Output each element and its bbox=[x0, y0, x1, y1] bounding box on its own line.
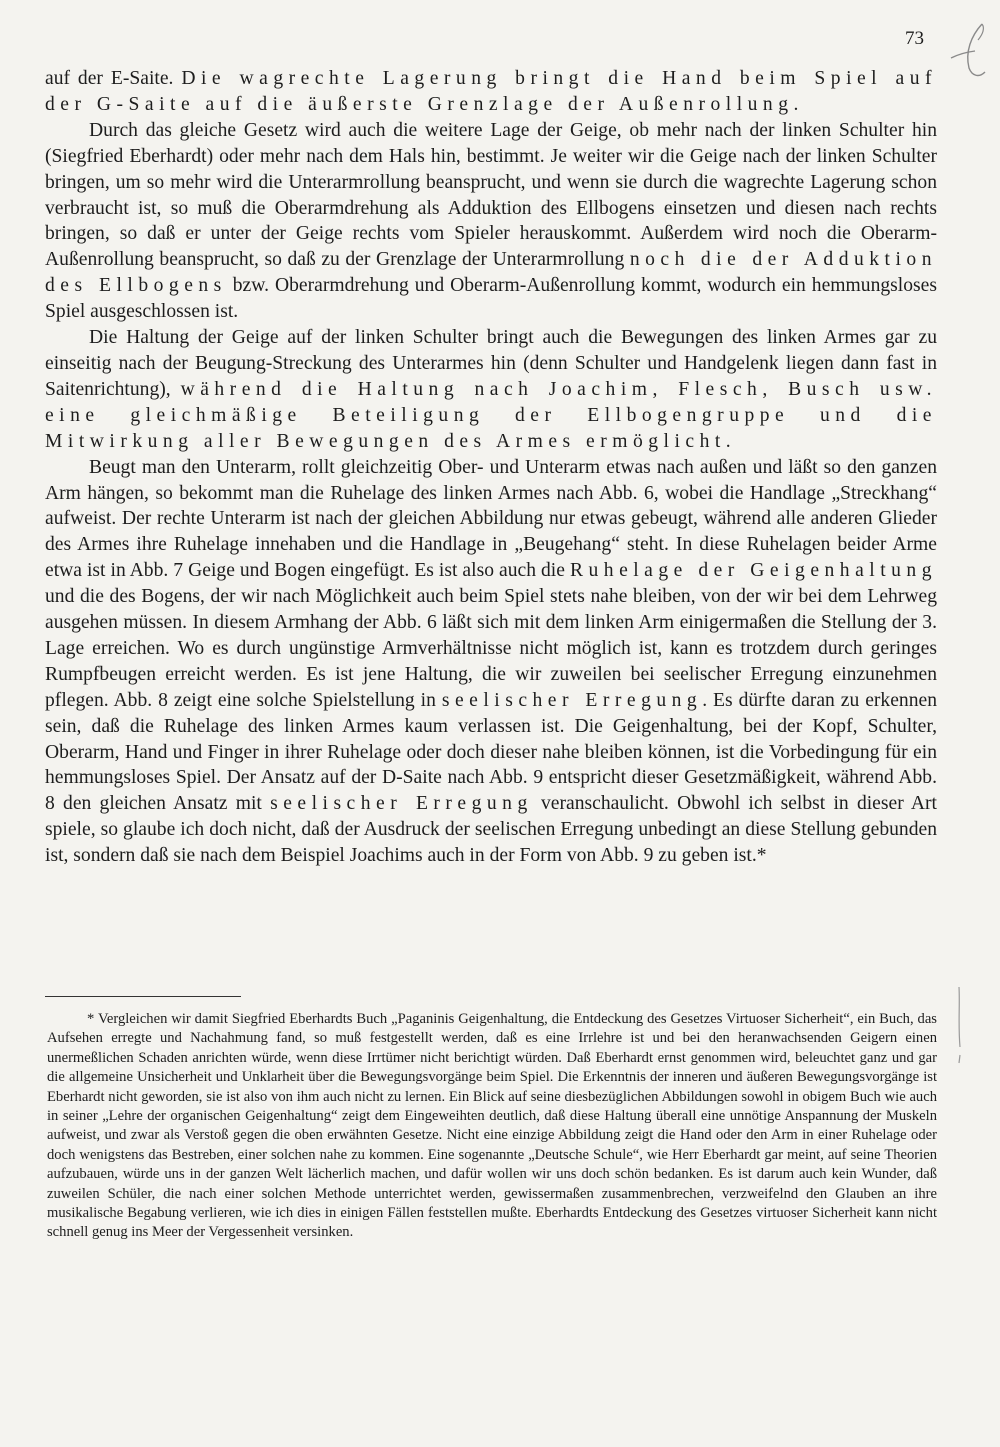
text-run: Beugt man den Unterarm, rollt gleichzeitig Ober- und Unterarm etwas nach außen und läßt so den ganzen Arm hängen, so bekommt man die Ruhelage des linken Armes nach Abb. 6, wobei die Handlage „Streckhang“ aufweist. Der rechte Unterarm ist nach der gleichen Abbildung nur etwas gebeugt, während alle anderen Glieder des Armes ihre Ruhelage innehaben und die Handlage in „Beugehang“ steht. In diese Ruhelagen beider Arme etwa ist in Abb. 7 Geige und Bogen eingefügt. Es ist also auch die bbox=[45, 456, 937, 582]
spaced-emphasis: seelischer Erregung bbox=[270, 793, 533, 815]
paragraph bbox=[45, 455, 937, 870]
paragraph bbox=[45, 118, 937, 325]
paragraph bbox=[45, 66, 937, 118]
text-run: Durch das gleiche Gesetz wird auch die weitere Lage der Geige, ob mehr nach der linken Schulter hin (Siegfried Eberhardt) oder mehr nach dem Hals hin, bestimmt. Je weiter wir die Geige nach der linken Schulter bringen, um so mehr wird die Unterarmrollung beansprucht, und wenn sie durch die wagrechte Lagerung schon verbraucht ist, so muß die Oberarmdrehung als Adduktion des Ellbogens einsetzen und diesen nach rechts bringen, so daß er unter der Geige rechts vom Spieler herauskommt. Außerdem wird noch die Oberarm-Außenrollung beansprucht, so daß zu der Grenzlage der Unterarmrollung bbox=[45, 119, 937, 271]
text-run: Die Haltung der Geige auf der linken Schulter bringt auch die Bewegungen des linken Armes gar zu einseitig nach der Beugung-Streckung des Unterarmes hin (denn Schulter und Handgelenk liegen dann fast in Saitenrichtung), bbox=[45, 327, 937, 400]
paragraph bbox=[45, 325, 937, 455]
spaced-emphasis: noch die der Adduktion des Ellbogens bbox=[45, 249, 937, 297]
spaced-emphasis: Ruhelage der Geigenhaltung bbox=[569, 560, 937, 582]
text-run: bzw. Oberarmdrehung und Oberarm-Außenrollung kommt, wodurch ein hemmungsloses Spiel ausgeschlossen ist. bbox=[45, 275, 937, 323]
text-run: auf der E-Saite. bbox=[45, 68, 182, 89]
pencil-annotation-mark bbox=[945, 18, 990, 83]
footnote: * Vergleichen wir damit Siegfried Eberhardts Buch „Paganinis Geigenhaltung, die Entdeckung des Gesetzes Virtuoser Sicherheit“, ein Buch, das Aufsehen erregte und Nachahmung fand, so muß festgestellt werden, daß es eine Irrlehre ist und bei den heranwachsenden Geigern einen unermeßlichen Schaden anrichten würde, wenn diese Irrtümer nicht berichtigt würden. Daß Eberhardt ernst genommen wird, beleuchtet ganz und gar die allgemeine Unsicherheit und Unklarheit über die Bewegungsvorgänge beim Spiel. Die Erkenntnis der inneren und äußeren Bewegungsvorgänge ist Eberhardt nicht geworden, sie ist also von ihm auch nicht zu lernen. Ein Blick auf seine diesbezüglichen Abbildungen sowohl in obigem Buch wie auch in seiner „Lehre der organischen Geigenhaltung“ zeigt dem Eingeweihten deutlich, daß diese Haltung überall eine unnötige Anspannung der Muskeln aufweist, und zwar als Verstoß gegen die oben erwähnten Gesetze. Nicht eine einzige Abbildung zeigt die Hand oder den Arm in einer Ruhelage oder doch wenigstens das Bestreben, einer solchen nahe zu kommen. Eine sogenannte „Deutsche Schule“, wie Herr Eberhardt gar meint, auf seine Theorien aufzubauen, würde uns in der ganzen Welt lächerlich machen, und dafür wollen wir uns doch schön bedanken. Es ist darum auch kein Wunder, daß zuweilen Schüler, die nach einer solchen Methode unterrichtet werden, gewissermaßen zusammenbrechen, verzweifelnd den Glauben an ihre musikalische Begabung verlieren, wie ich dies in einigen Fällen feststellen mußte. Eberhardts Entdeckung des Gesetzes virtuoser Sicherheit kann nicht schnell genug ins Meer der Vergessenheit versinken. bbox=[47, 1011, 937, 1241]
page-number: 73 bbox=[905, 28, 924, 49]
spaced-emphasis: während die Haltung nach Joachim, Flesch, Busch usw. eine gleichmäßige Beteiligung der Ellbogengruppe und die Mitwirkung aller Bewegungen des Armes ermöglicht bbox=[45, 378, 938, 452]
text-run: . bbox=[793, 93, 799, 115]
text-run: . Es dürfte daran zu erkennen sein, daß die Ruhelage des linken Armes kaum verlassen ist. Die Geigenhaltung, bei der Kopf, Schulter, Oberarm, Hand und Finger in ihrer Ruhelage oder doch dieser nahe bleiben können, ist die Vorbedingung für ein hemmungsloses Spiel. Der Ansatz auf der D-Saite nach Abb. 9 entspricht dieser Gesetzmäßigkeit, während Abb. 8 den gleichen Ansatz mit bbox=[45, 689, 937, 815]
margin-pencil-line bbox=[954, 985, 966, 1075]
text-run: . bbox=[725, 430, 731, 452]
spaced-emphasis: Die wagrechte Lagerung bringt die Hand beim Spiel auf der G-Saite auf die äußerste Grenzlage der Außenrollung bbox=[45, 68, 937, 115]
spaced-emphasis: seelischer Erregung bbox=[441, 689, 703, 711]
text-run: veranschaulicht. Obwohl ich selbst in dieser Art spiele, so glaube ich doch nicht, daß der Ausdruck der seelischen Erregung unbedingt an diese Stellung gebunden ist, sondern daß sie nach dem Beispiel Joachims auch in der Form von Abb. 9 zu geben ist.* bbox=[45, 793, 937, 867]
text-run: und die des Bogens, der wir nach Möglichkeit auch beim Spiel stets nahe bleiben, von der wir bei dem Lehrweg ausgehen müssen. In diesem Armhang der Abb. 6 läßt sich mit dem linken Arm einigermaßen die Stellung der 3. Lage erreichen. Wo es durch ungünstige Armverhältnisse nicht möglich ist, kann es trotzdem durch geringes Rumpfbeugen erreicht werden. Es ist jene Haltung, die wir zuweilen bei seelischer Erregung einzunehmen pflegen. Abb. 8 zeigt eine solche Spielstellung in bbox=[45, 586, 937, 711]
footnote-divider bbox=[45, 996, 241, 997]
main-body-text bbox=[45, 66, 937, 869]
